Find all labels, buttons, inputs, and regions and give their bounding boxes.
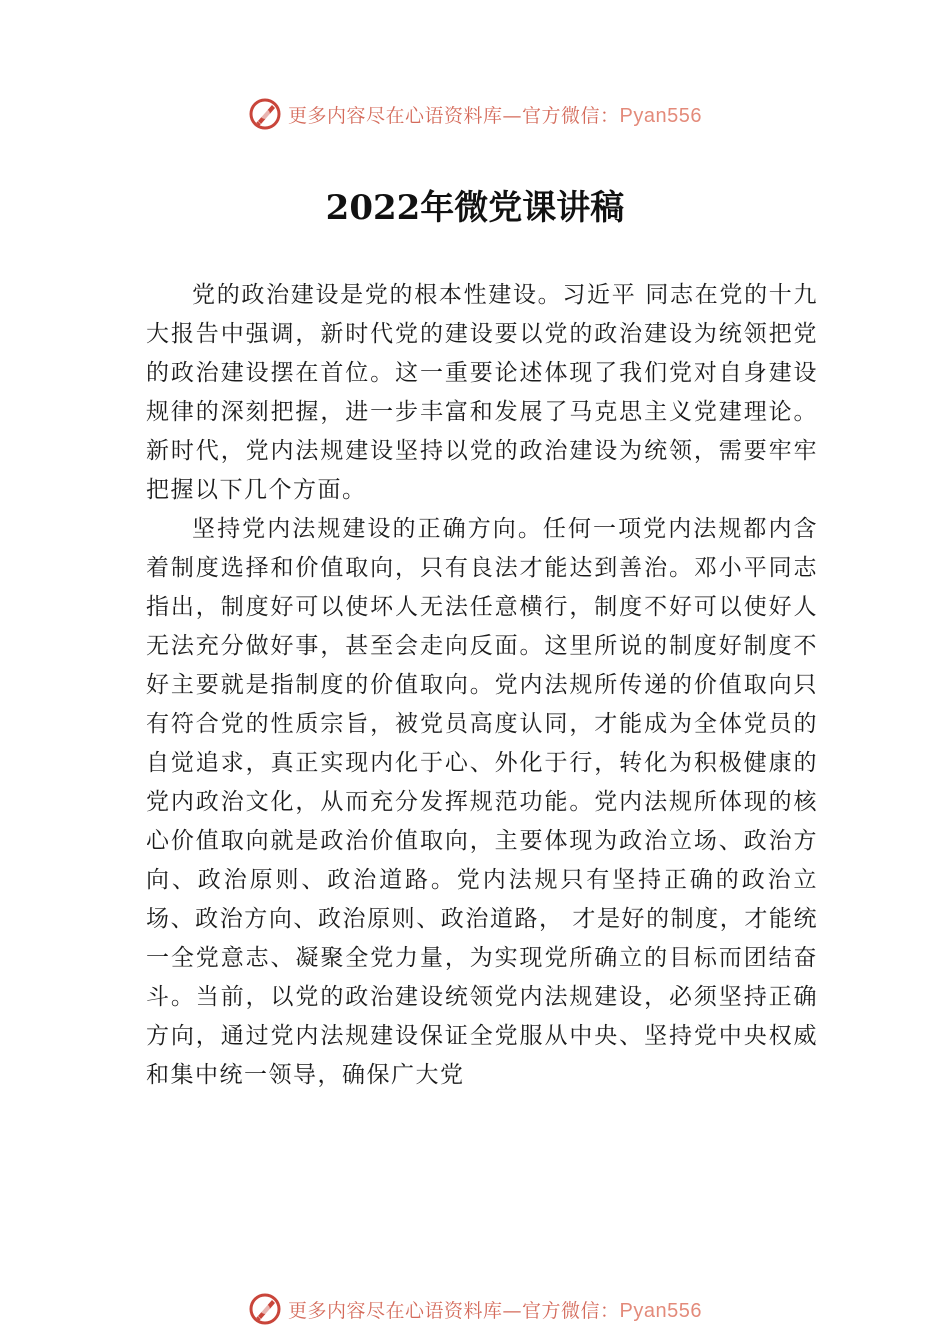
document-title: 2022年微党课讲稿: [325, 188, 625, 228]
quill-logo-icon: [248, 97, 282, 131]
footer-banner-label: 更多内容尽在心语资料库—官方微信：: [288, 1299, 620, 1322]
document-body: [146, 276, 818, 1095]
footer-wechat-id: Pyan556: [619, 1299, 702, 1322]
header-banner: [0, 94, 950, 134]
paragraph-1: 党的政治建设是党的根本性建设。习近平 同志在党的十九大报告中强调，新时代党的建设要以党的政治建设为统领把党的政治建设摆在首位。这一重要论述体现了我们党对自身建设规律的深刻把握，进一步丰富和发展了马克思主义党建理论。新时代，党内法规建设坚持以党的政治建设为统领，需要牢牢把握以下几个方面。: [146, 282, 818, 503]
header-banner-label: 更多内容尽在心语资料库—官方微信：: [288, 104, 620, 127]
paragraph-2: 坚持党内法规建设的正确方向。任何一项党内法规都内含着制度选择和价值取向，只有良法才能达到善治。邓小平同志指出，制度好可以使坏人无法任意横行，制度不好可以使好人无法充分做好事，甚至会走向反面。这里所说的制度好制度不好主要就是指制度的价值取向。党内法规所传递的价值取向只有符合党的性质宗旨，被党员高度认同，才能成为全体党员的自觉追求，真正实现内化于心、外化于行，转化为积极健康的党内政治文化，从而充分发挥规范功能。党内法规所体现的核心价值取向就是政治价值取向，主要体现为政治立场、政治方向、政治原则、政治道路。党内法规只有坚持正确的政治立场、政治方向、政治原则、政治道路， 才是好的制度，才能统一全党意志、凝聚全党力量，为实现党所确立的目标而团结奋斗。当前，以党的政治建设统领党内法规建设，必须坚持正确方向，通过党内法规建设保证全党服从中央、坚持党中央权威和集中统一领导，确保广大党: [146, 516, 818, 1088]
quill-logo-icon: [248, 1292, 282, 1326]
header-banner-text: [288, 101, 702, 128]
footer-banner-text: [288, 1296, 702, 1323]
footer-banner: [0, 1289, 950, 1329]
header-wechat-id: Pyan556: [619, 104, 702, 127]
